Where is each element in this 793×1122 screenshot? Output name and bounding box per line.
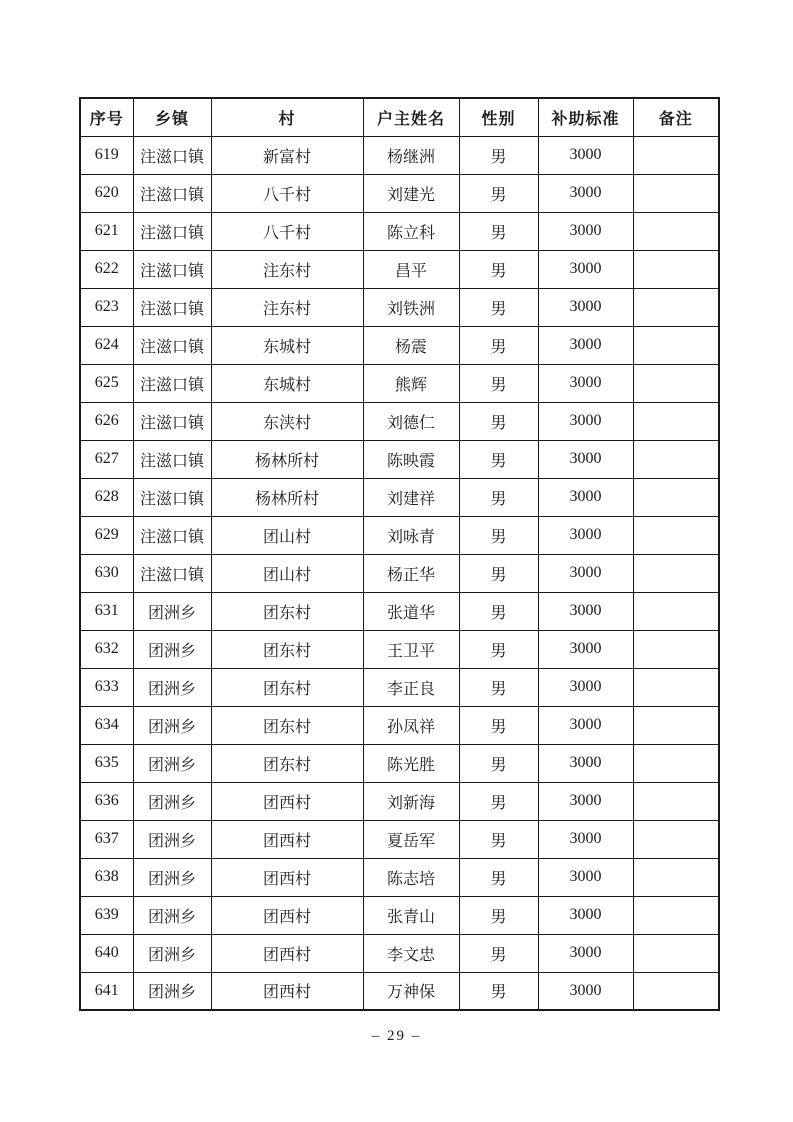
serial-cell: 641 bbox=[80, 972, 133, 1010]
table-row bbox=[80, 934, 719, 972]
serial-cell: 620 bbox=[80, 174, 133, 212]
serial-cell: 636 bbox=[80, 782, 133, 820]
householder-cell: 刘建祥 bbox=[363, 478, 459, 516]
serial-cell: 627 bbox=[80, 440, 133, 478]
subsidy-table bbox=[79, 97, 720, 1011]
subsidy-cell: 3000 bbox=[538, 174, 633, 212]
village-cell: 八千村 bbox=[211, 212, 363, 250]
serial-cell: 638 bbox=[80, 858, 133, 896]
subsidy-cell: 3000 bbox=[538, 516, 633, 554]
township-cell: 团洲乡 bbox=[133, 630, 211, 668]
table-row bbox=[80, 174, 719, 212]
gender-cell: 男 bbox=[459, 972, 538, 1010]
householder-cell: 刘铁洲 bbox=[363, 288, 459, 326]
table-header-row bbox=[80, 98, 719, 136]
township-cell: 注滋口镇 bbox=[133, 554, 211, 592]
gender-cell: 男 bbox=[459, 706, 538, 744]
subsidy-cell: 3000 bbox=[538, 972, 633, 1010]
gender-cell: 男 bbox=[459, 478, 538, 516]
remark-cell bbox=[633, 972, 719, 1010]
serial-cell: 639 bbox=[80, 896, 133, 934]
township-cell: 团洲乡 bbox=[133, 934, 211, 972]
serial-cell: 621 bbox=[80, 212, 133, 250]
serial-cell: 623 bbox=[80, 288, 133, 326]
subsidy-cell: 3000 bbox=[538, 402, 633, 440]
serial-cell: 619 bbox=[80, 136, 133, 174]
remark-cell bbox=[633, 782, 719, 820]
remark-cell bbox=[633, 250, 719, 288]
gender-cell: 男 bbox=[459, 250, 538, 288]
gender-cell: 男 bbox=[459, 288, 538, 326]
village-cell: 团东村 bbox=[211, 744, 363, 782]
gender-cell: 男 bbox=[459, 554, 538, 592]
village-cell: 东城村 bbox=[211, 364, 363, 402]
subsidy-cell: 3000 bbox=[538, 364, 633, 402]
householder-cell: 杨正华 bbox=[363, 554, 459, 592]
remark-cell bbox=[633, 402, 719, 440]
serial-cell: 628 bbox=[80, 478, 133, 516]
township-cell: 注滋口镇 bbox=[133, 212, 211, 250]
table-row bbox=[80, 478, 719, 516]
village-cell: 团东村 bbox=[211, 592, 363, 630]
table-row bbox=[80, 288, 719, 326]
remark-cell bbox=[633, 896, 719, 934]
township-cell: 注滋口镇 bbox=[133, 136, 211, 174]
subsidy-cell: 3000 bbox=[538, 326, 633, 364]
township-cell: 团洲乡 bbox=[133, 744, 211, 782]
table-row bbox=[80, 326, 719, 364]
township-cell: 团洲乡 bbox=[133, 972, 211, 1010]
subsidy-cell: 3000 bbox=[538, 858, 633, 896]
township-cell: 注滋口镇 bbox=[133, 288, 211, 326]
subsidy-cell: 3000 bbox=[538, 896, 633, 934]
householder-cell: 李正良 bbox=[363, 668, 459, 706]
township-cell: 注滋口镇 bbox=[133, 174, 211, 212]
householder-cell: 陈映霞 bbox=[363, 440, 459, 478]
table-row bbox=[80, 782, 719, 820]
table-row bbox=[80, 554, 719, 592]
remark-cell bbox=[633, 630, 719, 668]
subsidy-cell: 3000 bbox=[538, 934, 633, 972]
serial-cell: 630 bbox=[80, 554, 133, 592]
column-header-3: 户主姓名 bbox=[363, 98, 459, 136]
subsidy-cell: 3000 bbox=[538, 478, 633, 516]
serial-cell: 635 bbox=[80, 744, 133, 782]
householder-cell: 李文忠 bbox=[363, 934, 459, 972]
table-body bbox=[80, 136, 719, 1010]
remark-cell bbox=[633, 820, 719, 858]
village-cell: 东城村 bbox=[211, 326, 363, 364]
village-cell: 团西村 bbox=[211, 934, 363, 972]
householder-cell: 张青山 bbox=[363, 896, 459, 934]
remark-cell bbox=[633, 326, 719, 364]
householder-cell: 刘建光 bbox=[363, 174, 459, 212]
gender-cell: 男 bbox=[459, 668, 538, 706]
table-row bbox=[80, 972, 719, 1010]
subsidy-cell: 3000 bbox=[538, 440, 633, 478]
remark-cell bbox=[633, 440, 719, 478]
remark-cell bbox=[633, 592, 719, 630]
table-row bbox=[80, 136, 719, 174]
gender-cell: 男 bbox=[459, 212, 538, 250]
gender-cell: 男 bbox=[459, 858, 538, 896]
table-row bbox=[80, 402, 719, 440]
village-cell: 团山村 bbox=[211, 516, 363, 554]
village-cell: 注东村 bbox=[211, 250, 363, 288]
householder-cell: 陈光胜 bbox=[363, 744, 459, 782]
village-cell: 团西村 bbox=[211, 972, 363, 1010]
village-cell: 八千村 bbox=[211, 174, 363, 212]
remark-cell bbox=[633, 934, 719, 972]
table-row bbox=[80, 212, 719, 250]
gender-cell: 男 bbox=[459, 896, 538, 934]
serial-cell: 629 bbox=[80, 516, 133, 554]
township-cell: 团洲乡 bbox=[133, 782, 211, 820]
village-cell: 团东村 bbox=[211, 668, 363, 706]
householder-cell: 杨震 bbox=[363, 326, 459, 364]
remark-cell bbox=[633, 136, 719, 174]
subsidy-cell: 3000 bbox=[538, 592, 633, 630]
gender-cell: 男 bbox=[459, 402, 538, 440]
village-cell: 团西村 bbox=[211, 858, 363, 896]
gender-cell: 男 bbox=[459, 440, 538, 478]
serial-cell: 634 bbox=[80, 706, 133, 744]
township-cell: 团洲乡 bbox=[133, 592, 211, 630]
gender-cell: 男 bbox=[459, 326, 538, 364]
serial-cell: 631 bbox=[80, 592, 133, 630]
village-cell: 杨林所村 bbox=[211, 440, 363, 478]
householder-cell: 昌平 bbox=[363, 250, 459, 288]
column-header-4: 性别 bbox=[459, 98, 538, 136]
subsidy-cell: 3000 bbox=[538, 288, 633, 326]
column-header-6: 备注 bbox=[633, 98, 719, 136]
householder-cell: 刘咏青 bbox=[363, 516, 459, 554]
column-header-5: 补助标准 bbox=[538, 98, 633, 136]
serial-cell: 622 bbox=[80, 250, 133, 288]
subsidy-cell: 3000 bbox=[538, 782, 633, 820]
serial-cell: 637 bbox=[80, 820, 133, 858]
householder-cell: 孙凤祥 bbox=[363, 706, 459, 744]
remark-cell bbox=[633, 478, 719, 516]
serial-cell: 626 bbox=[80, 402, 133, 440]
village-cell: 团山村 bbox=[211, 554, 363, 592]
gender-cell: 男 bbox=[459, 782, 538, 820]
householder-cell: 刘德仁 bbox=[363, 402, 459, 440]
village-cell: 团东村 bbox=[211, 706, 363, 744]
householder-cell: 夏岳军 bbox=[363, 820, 459, 858]
serial-cell: 632 bbox=[80, 630, 133, 668]
village-cell: 东浃村 bbox=[211, 402, 363, 440]
township-cell: 注滋口镇 bbox=[133, 516, 211, 554]
village-cell: 团西村 bbox=[211, 820, 363, 858]
township-cell: 注滋口镇 bbox=[133, 478, 211, 516]
householder-cell: 万神保 bbox=[363, 972, 459, 1010]
remark-cell bbox=[633, 554, 719, 592]
page-number: – 29 – bbox=[371, 1028, 422, 1044]
village-cell: 杨林所村 bbox=[211, 478, 363, 516]
gender-cell: 男 bbox=[459, 592, 538, 630]
table-row bbox=[80, 630, 719, 668]
serial-cell: 624 bbox=[80, 326, 133, 364]
remark-cell bbox=[633, 288, 719, 326]
village-cell: 团西村 bbox=[211, 896, 363, 934]
remark-cell bbox=[633, 858, 719, 896]
column-header-0: 序号 bbox=[80, 98, 133, 136]
remark-cell bbox=[633, 706, 719, 744]
subsidy-cell: 3000 bbox=[538, 554, 633, 592]
township-cell: 团洲乡 bbox=[133, 706, 211, 744]
remark-cell bbox=[633, 212, 719, 250]
subsidy-cell: 3000 bbox=[538, 250, 633, 288]
gender-cell: 男 bbox=[459, 630, 538, 668]
remark-cell bbox=[633, 516, 719, 554]
gender-cell: 男 bbox=[459, 174, 538, 212]
subsidy-cell: 3000 bbox=[538, 668, 633, 706]
township-cell: 注滋口镇 bbox=[133, 440, 211, 478]
table-row bbox=[80, 592, 719, 630]
gender-cell: 男 bbox=[459, 744, 538, 782]
table-row bbox=[80, 364, 719, 402]
table-row bbox=[80, 250, 719, 288]
township-cell: 注滋口镇 bbox=[133, 250, 211, 288]
remark-cell bbox=[633, 364, 719, 402]
township-cell: 注滋口镇 bbox=[133, 402, 211, 440]
table-row bbox=[80, 516, 719, 554]
serial-cell: 633 bbox=[80, 668, 133, 706]
village-cell: 团西村 bbox=[211, 782, 363, 820]
remark-cell bbox=[633, 744, 719, 782]
table-row bbox=[80, 744, 719, 782]
table-row bbox=[80, 668, 719, 706]
subsidy-cell: 3000 bbox=[538, 630, 633, 668]
serial-cell: 625 bbox=[80, 364, 133, 402]
township-cell: 团洲乡 bbox=[133, 668, 211, 706]
subsidy-cell: 3000 bbox=[538, 820, 633, 858]
table-row bbox=[80, 896, 719, 934]
householder-cell: 刘新海 bbox=[363, 782, 459, 820]
table-row bbox=[80, 440, 719, 478]
subsidy-cell: 3000 bbox=[538, 212, 633, 250]
township-cell: 团洲乡 bbox=[133, 858, 211, 896]
subsidy-cell: 3000 bbox=[538, 744, 633, 782]
township-cell: 注滋口镇 bbox=[133, 364, 211, 402]
table-row bbox=[80, 820, 719, 858]
gender-cell: 男 bbox=[459, 820, 538, 858]
householder-cell: 王卫平 bbox=[363, 630, 459, 668]
village-cell: 新富村 bbox=[211, 136, 363, 174]
gender-cell: 男 bbox=[459, 364, 538, 402]
column-header-1: 乡镇 bbox=[133, 98, 211, 136]
householder-cell: 张道华 bbox=[363, 592, 459, 630]
table-row bbox=[80, 858, 719, 896]
householder-cell: 陈立科 bbox=[363, 212, 459, 250]
householder-cell: 熊辉 bbox=[363, 364, 459, 402]
gender-cell: 男 bbox=[459, 136, 538, 174]
gender-cell: 男 bbox=[459, 934, 538, 972]
remark-cell bbox=[633, 668, 719, 706]
township-cell: 注滋口镇 bbox=[133, 326, 211, 364]
subsidy-cell: 3000 bbox=[538, 136, 633, 174]
householder-cell: 陈志培 bbox=[363, 858, 459, 896]
table-row bbox=[80, 706, 719, 744]
column-header-2: 村 bbox=[211, 98, 363, 136]
serial-cell: 640 bbox=[80, 934, 133, 972]
township-cell: 团洲乡 bbox=[133, 896, 211, 934]
remark-cell bbox=[633, 174, 719, 212]
village-cell: 注东村 bbox=[211, 288, 363, 326]
village-cell: 团东村 bbox=[211, 630, 363, 668]
householder-cell: 杨继洲 bbox=[363, 136, 459, 174]
gender-cell: 男 bbox=[459, 516, 538, 554]
subsidy-cell: 3000 bbox=[538, 706, 633, 744]
township-cell: 团洲乡 bbox=[133, 820, 211, 858]
